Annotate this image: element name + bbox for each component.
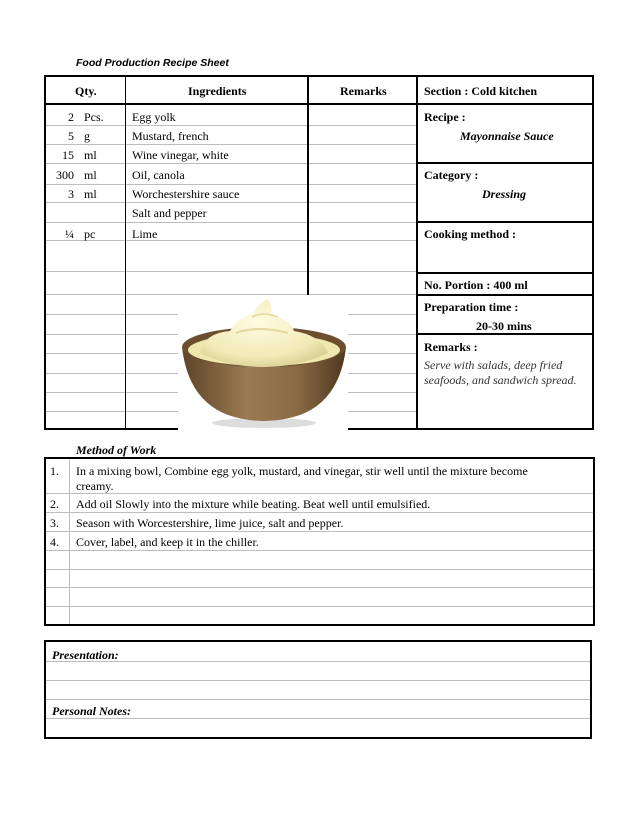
document-title: Food Production Recipe Sheet: [76, 57, 229, 69]
ingredient-name: Mustard, french: [132, 129, 209, 143]
qty-unit: g: [84, 129, 90, 143]
step-text: Add oil Slowly into the mixture while beating. Beat well until emulsified.: [76, 497, 431, 511]
cooking-method-label: Cooking method :: [424, 227, 517, 241]
personal-notes-label: Personal Notes:: [52, 704, 131, 718]
method-num-divider: [69, 459, 70, 624]
category-label: Category :: [424, 168, 479, 182]
prep-time-value: 20-30 mins: [476, 319, 532, 333]
recipe-label: Recipe :: [424, 110, 466, 124]
row-rule: [46, 240, 416, 241]
side-divider: [418, 294, 594, 296]
remarks-label: Remarks :: [424, 340, 478, 354]
qty-unit: ml: [84, 168, 97, 182]
presentation-label: Presentation:: [52, 648, 119, 662]
header-divider: [44, 103, 594, 105]
header-qty: Qty.: [75, 84, 97, 98]
step-text: Cover, label, and keep it in the chiller.: [76, 535, 259, 549]
step-number: 1.: [50, 464, 59, 478]
qty-unit: ml: [84, 148, 97, 162]
qty-number: 2: [68, 110, 74, 124]
qty-number: 300: [56, 168, 74, 182]
method-rule: [46, 569, 593, 570]
method-rule: [46, 531, 593, 532]
qty-unit: Pcs.: [84, 110, 104, 124]
ingredient-name: Lime: [132, 227, 158, 241]
mayonnaise-bowl-image: [178, 295, 348, 430]
recipe-value: Mayonnaise Sauce: [460, 129, 554, 143]
method-rule: [46, 493, 593, 494]
qty-unit: ml: [84, 187, 97, 201]
qty-number: 3: [68, 187, 74, 201]
prep-time-label: Preparation time :: [424, 300, 519, 314]
notes-rule: [46, 661, 590, 662]
notes-table: [44, 640, 592, 739]
row-rule: [46, 125, 416, 126]
side-divider: [418, 272, 594, 274]
ingredient-name: Wine vinegar, white: [132, 148, 229, 162]
method-rule: [46, 587, 593, 588]
row-rule: [46, 184, 416, 185]
col-divider: [416, 75, 418, 430]
method-rule: [46, 512, 593, 513]
remarks-text: Serve with salads, deep fried: [424, 358, 563, 372]
notes-rule: [46, 680, 590, 681]
notes-rule: [46, 699, 590, 700]
step-number: 3.: [50, 516, 59, 530]
remarks-text: seafoods, and sandwich spread.: [424, 373, 577, 387]
qty-number: 15: [62, 148, 74, 162]
qty-number: ¼: [65, 227, 74, 241]
method-title: Method of Work: [76, 443, 157, 457]
ingredient-name: Worchestershire sauce: [132, 187, 240, 201]
row-rule: [46, 222, 416, 223]
ingredient-name: Egg yolk: [132, 110, 176, 124]
section-label: Section : Cold kitchen: [424, 84, 538, 98]
header-remarks: Remarks: [340, 84, 387, 98]
method-rule: [46, 550, 593, 551]
ingredient-name: Oil, canola: [132, 168, 185, 182]
row-rule: [46, 163, 416, 164]
side-divider: [418, 221, 594, 223]
side-right-border: [592, 75, 594, 430]
step-text: Season with Worcestershire, lime juice, salt and pepper.: [76, 516, 344, 530]
step-text: creamy.: [76, 479, 114, 493]
mayonnaise-bowl-icon: [178, 295, 348, 430]
col-divider: [125, 75, 126, 430]
step-number: 4.: [50, 535, 59, 549]
row-rule: [46, 271, 416, 272]
qty-unit: pc: [84, 227, 96, 241]
row-rule: [46, 202, 416, 203]
step-text: In a mixing bowl, Combine egg yolk, mustard, and vinegar, stir well until the mixture become: [76, 464, 528, 478]
step-number: 2.: [50, 497, 59, 511]
portion-label: No. Portion : 400 ml: [424, 278, 528, 292]
category-value: Dressing: [482, 187, 527, 201]
ingredient-name: Salt and pepper: [132, 206, 207, 220]
side-divider: [418, 162, 594, 164]
qty-number: 5: [68, 129, 74, 143]
header-ingredients: Ingredients: [188, 84, 247, 98]
row-rule: [46, 144, 416, 145]
method-rule: [46, 606, 593, 607]
